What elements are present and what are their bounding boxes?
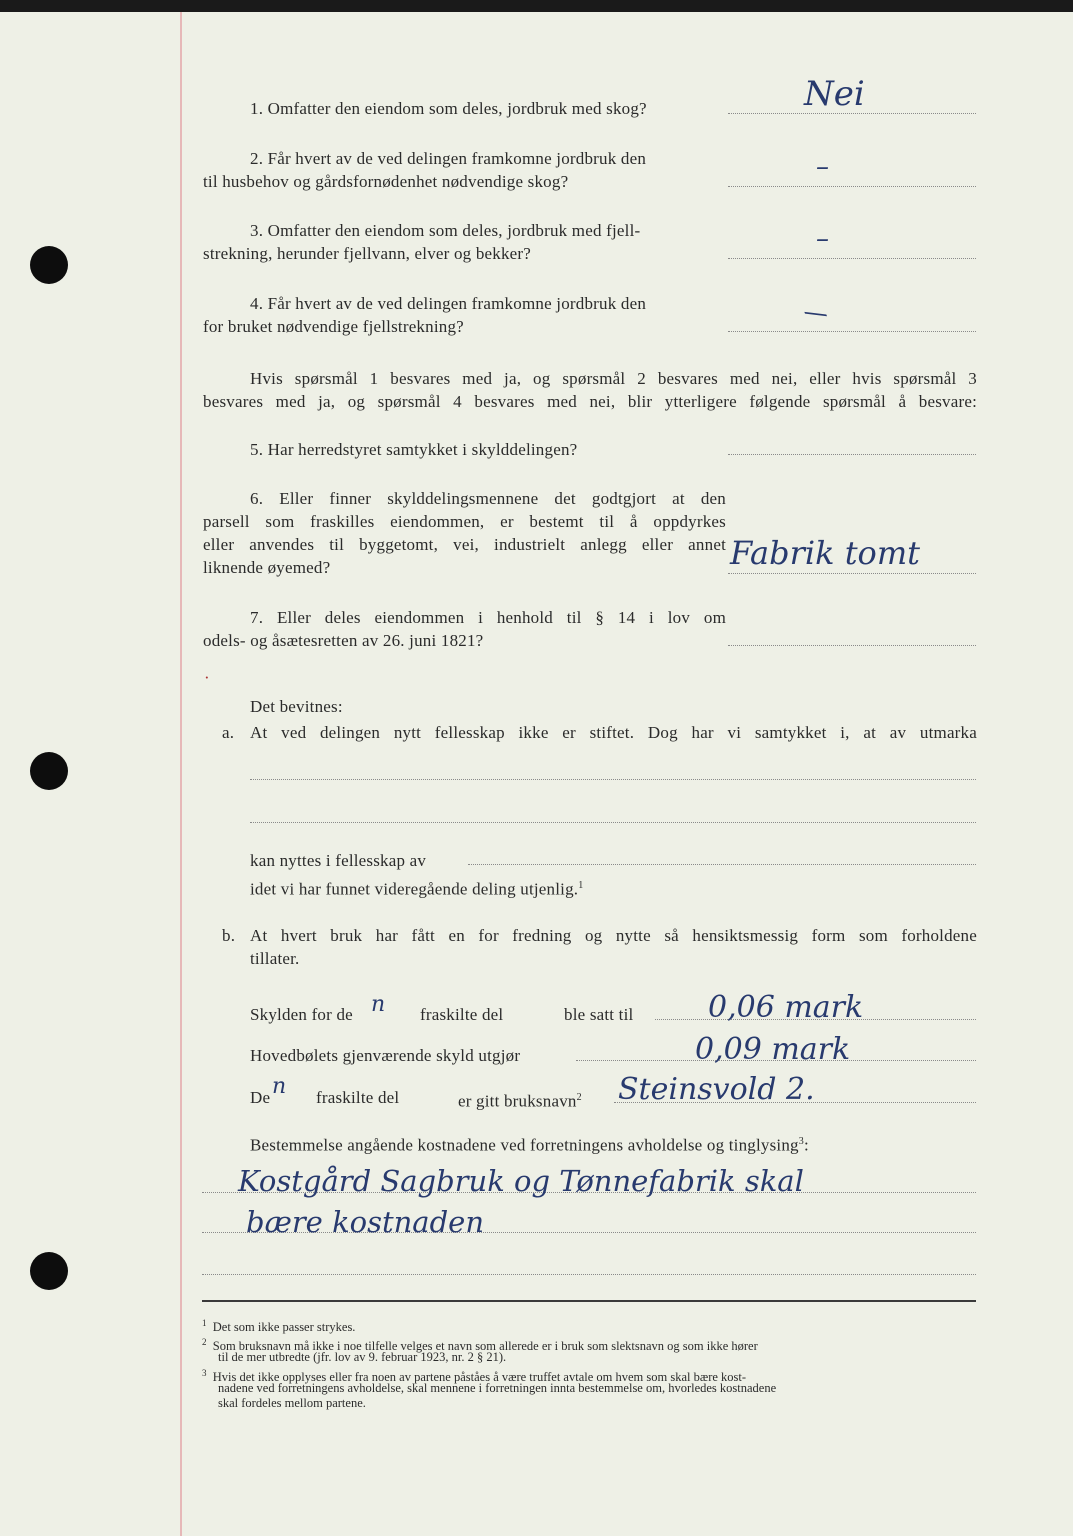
- skyld-value: 0,06 mark: [708, 990, 864, 1025]
- condition-line-2: besvares med ja, og spørsmål 4 besvares med nei, blir ytterligere følgende spørsmål å besvare:: [203, 392, 977, 411]
- footnote-2-line-1: $^2$ Som bruksnavn må ikke i noe tilfelle velges et navn som allerede er i bruk som slektsnavn og som ikke hører: [202, 1337, 758, 1354]
- question-4-line-1: 4. Får hvert av de ved delingen framkomne jordbruk den: [250, 294, 647, 313]
- hovedbol-label: Hovedbølets gjenværende skyld utgjør: [250, 1046, 521, 1065]
- footnote-ref: 2: [576, 1092, 582, 1103]
- answer-line: [728, 645, 976, 646]
- skyld-label-mid: fraskilte del: [420, 1005, 504, 1024]
- margin-line: [180, 12, 182, 1536]
- bruksnavn-label-n: n: [272, 1074, 287, 1099]
- answer-line: [728, 258, 976, 259]
- bestemmelse-line-1: Kostgård Sagbruk og Tønnefabrik skal: [238, 1164, 804, 1198]
- question-4-line-2: for bruket nødvendige fjellstrekning?: [203, 317, 464, 336]
- fill-line: [202, 1274, 976, 1275]
- question-6-line-4: liknende øyemed?: [203, 558, 331, 577]
- question-2-line-1: 2. Får hvert av de ved delingen framkomne jordbruk den: [250, 149, 647, 168]
- footnote-ref: 3: [798, 1136, 804, 1147]
- question-6-line-3: eller anvendes til byggetomt, vei, industrielt anlegg eller annet: [203, 535, 726, 554]
- footnote-ref: 1: [578, 880, 584, 891]
- question-3-line-1: 3. Omfatter den eiendom som deles, jordbruk med fjell-: [250, 221, 641, 240]
- bruksnavn-label-end: er gitt bruksnavn$^2$: [458, 1091, 582, 1111]
- answer-6: Fabrik tomt: [730, 534, 921, 572]
- answer-line: [728, 573, 976, 574]
- fill-line: [250, 779, 976, 780]
- attest-b-line-1: At hvert bruk har fått en for fredning og nytte så hensiktsmessig form som forholdene: [250, 926, 977, 945]
- skyld-label-n: n: [371, 992, 386, 1017]
- bestemmelse-label: Bestemmelse angående kostnadene ved forretningens avholdelse og tinglysing$^3$:: [250, 1135, 809, 1155]
- footnote-3-line-1: $^3$ Hvis det ikke opplyses eller fra noen av partene påståes å være truffet avtale om hvem som skal bære kost-: [202, 1368, 747, 1385]
- bruksnavn-value: Steinsvold 2.: [618, 1072, 815, 1107]
- bruksnavn-label-start: De: [250, 1088, 271, 1107]
- condition-line-1: Hvis spørsmål 1 besvares med ja, og spørsmål 2 besvares med nei, eller hvis spørsmål 3: [250, 369, 977, 388]
- answer-4: /: [801, 305, 831, 323]
- answer-line: [728, 454, 976, 455]
- question-3-line-2: strekning, herunder fjellvann, elver og bekker?: [203, 244, 532, 263]
- footnote-2-line-2: til de mer utbredte (jfr. lov av 9. februar 1923, nr. 2 § 21).: [218, 1350, 507, 1364]
- punch-hole: [30, 1252, 68, 1290]
- answer-2: –: [816, 152, 829, 182]
- footnote-3-line-3: skal fordeles mellom partene.: [218, 1396, 366, 1410]
- skyld-label-end: ble satt til: [564, 1005, 634, 1024]
- attest-b-label: b.: [222, 926, 236, 945]
- punch-hole: [30, 246, 68, 284]
- footnote-3-line-2: nadene ved forretningens avholdelse, skal mennene i forretningen innta bestemmelse om, hvorledes kostnadene: [218, 1381, 777, 1395]
- stray-mark: ·: [204, 668, 210, 687]
- attest-a-label: a.: [222, 723, 235, 742]
- question-6-line-1: 6. Eller finner skylddelingsmennene det godtgjort at den: [250, 489, 726, 508]
- question-5: 5. Har herredstyret samtykket i skylddelingen?: [250, 440, 578, 459]
- question-1: 1. Omfatter den eiendom som deles, jordbruk med skog?: [250, 99, 647, 118]
- question-7-line-1: 7. Eller deles eiendommen i henhold til § 14 i lov om: [250, 608, 726, 627]
- attest-a-line-3: kan nyttes i fellesskap av: [250, 851, 427, 870]
- punch-hole: [30, 752, 68, 790]
- hovedbol-value: 0,09 mark: [695, 1032, 851, 1067]
- question-7-line-2: odels- og åsætesretten av 26. juni 1821?: [203, 631, 484, 650]
- fill-line: [468, 864, 976, 865]
- skyld-label-start: Skylden for de: [250, 1005, 353, 1024]
- attest-heading: Det bevitnes:: [250, 697, 343, 716]
- document-page: [0, 12, 1073, 1536]
- question-2-line-2: til husbehov og gårdsfornødenhet nødvendige skog?: [203, 172, 569, 191]
- answer-line: [728, 331, 976, 332]
- footnote-1: $^1$ Det som ikke passer strykes.: [202, 1318, 356, 1335]
- bestemmelse-line-2: bære kostnaden: [246, 1205, 485, 1239]
- bruksnavn-label-mid: fraskilte del: [316, 1088, 400, 1107]
- question-6-line-2: parsell som fraskilles eiendommen, er bestemt til å oppdyrkes: [203, 512, 726, 531]
- answer-line: [728, 186, 976, 187]
- attest-b-line-2: tillater.: [250, 949, 300, 968]
- attest-a-line-4: idet vi har funnet videregående deling utjenlig.$^1$: [250, 879, 584, 899]
- answer-3: –: [816, 224, 829, 254]
- attest-a-text: At ved delingen nytt fellesskap ikke er stiftet. Dog har vi samtykket i, at av utmarka: [250, 723, 977, 742]
- fill-line: [250, 822, 976, 823]
- footnote-rule: [202, 1300, 976, 1302]
- answer-1: Nei: [804, 74, 865, 114]
